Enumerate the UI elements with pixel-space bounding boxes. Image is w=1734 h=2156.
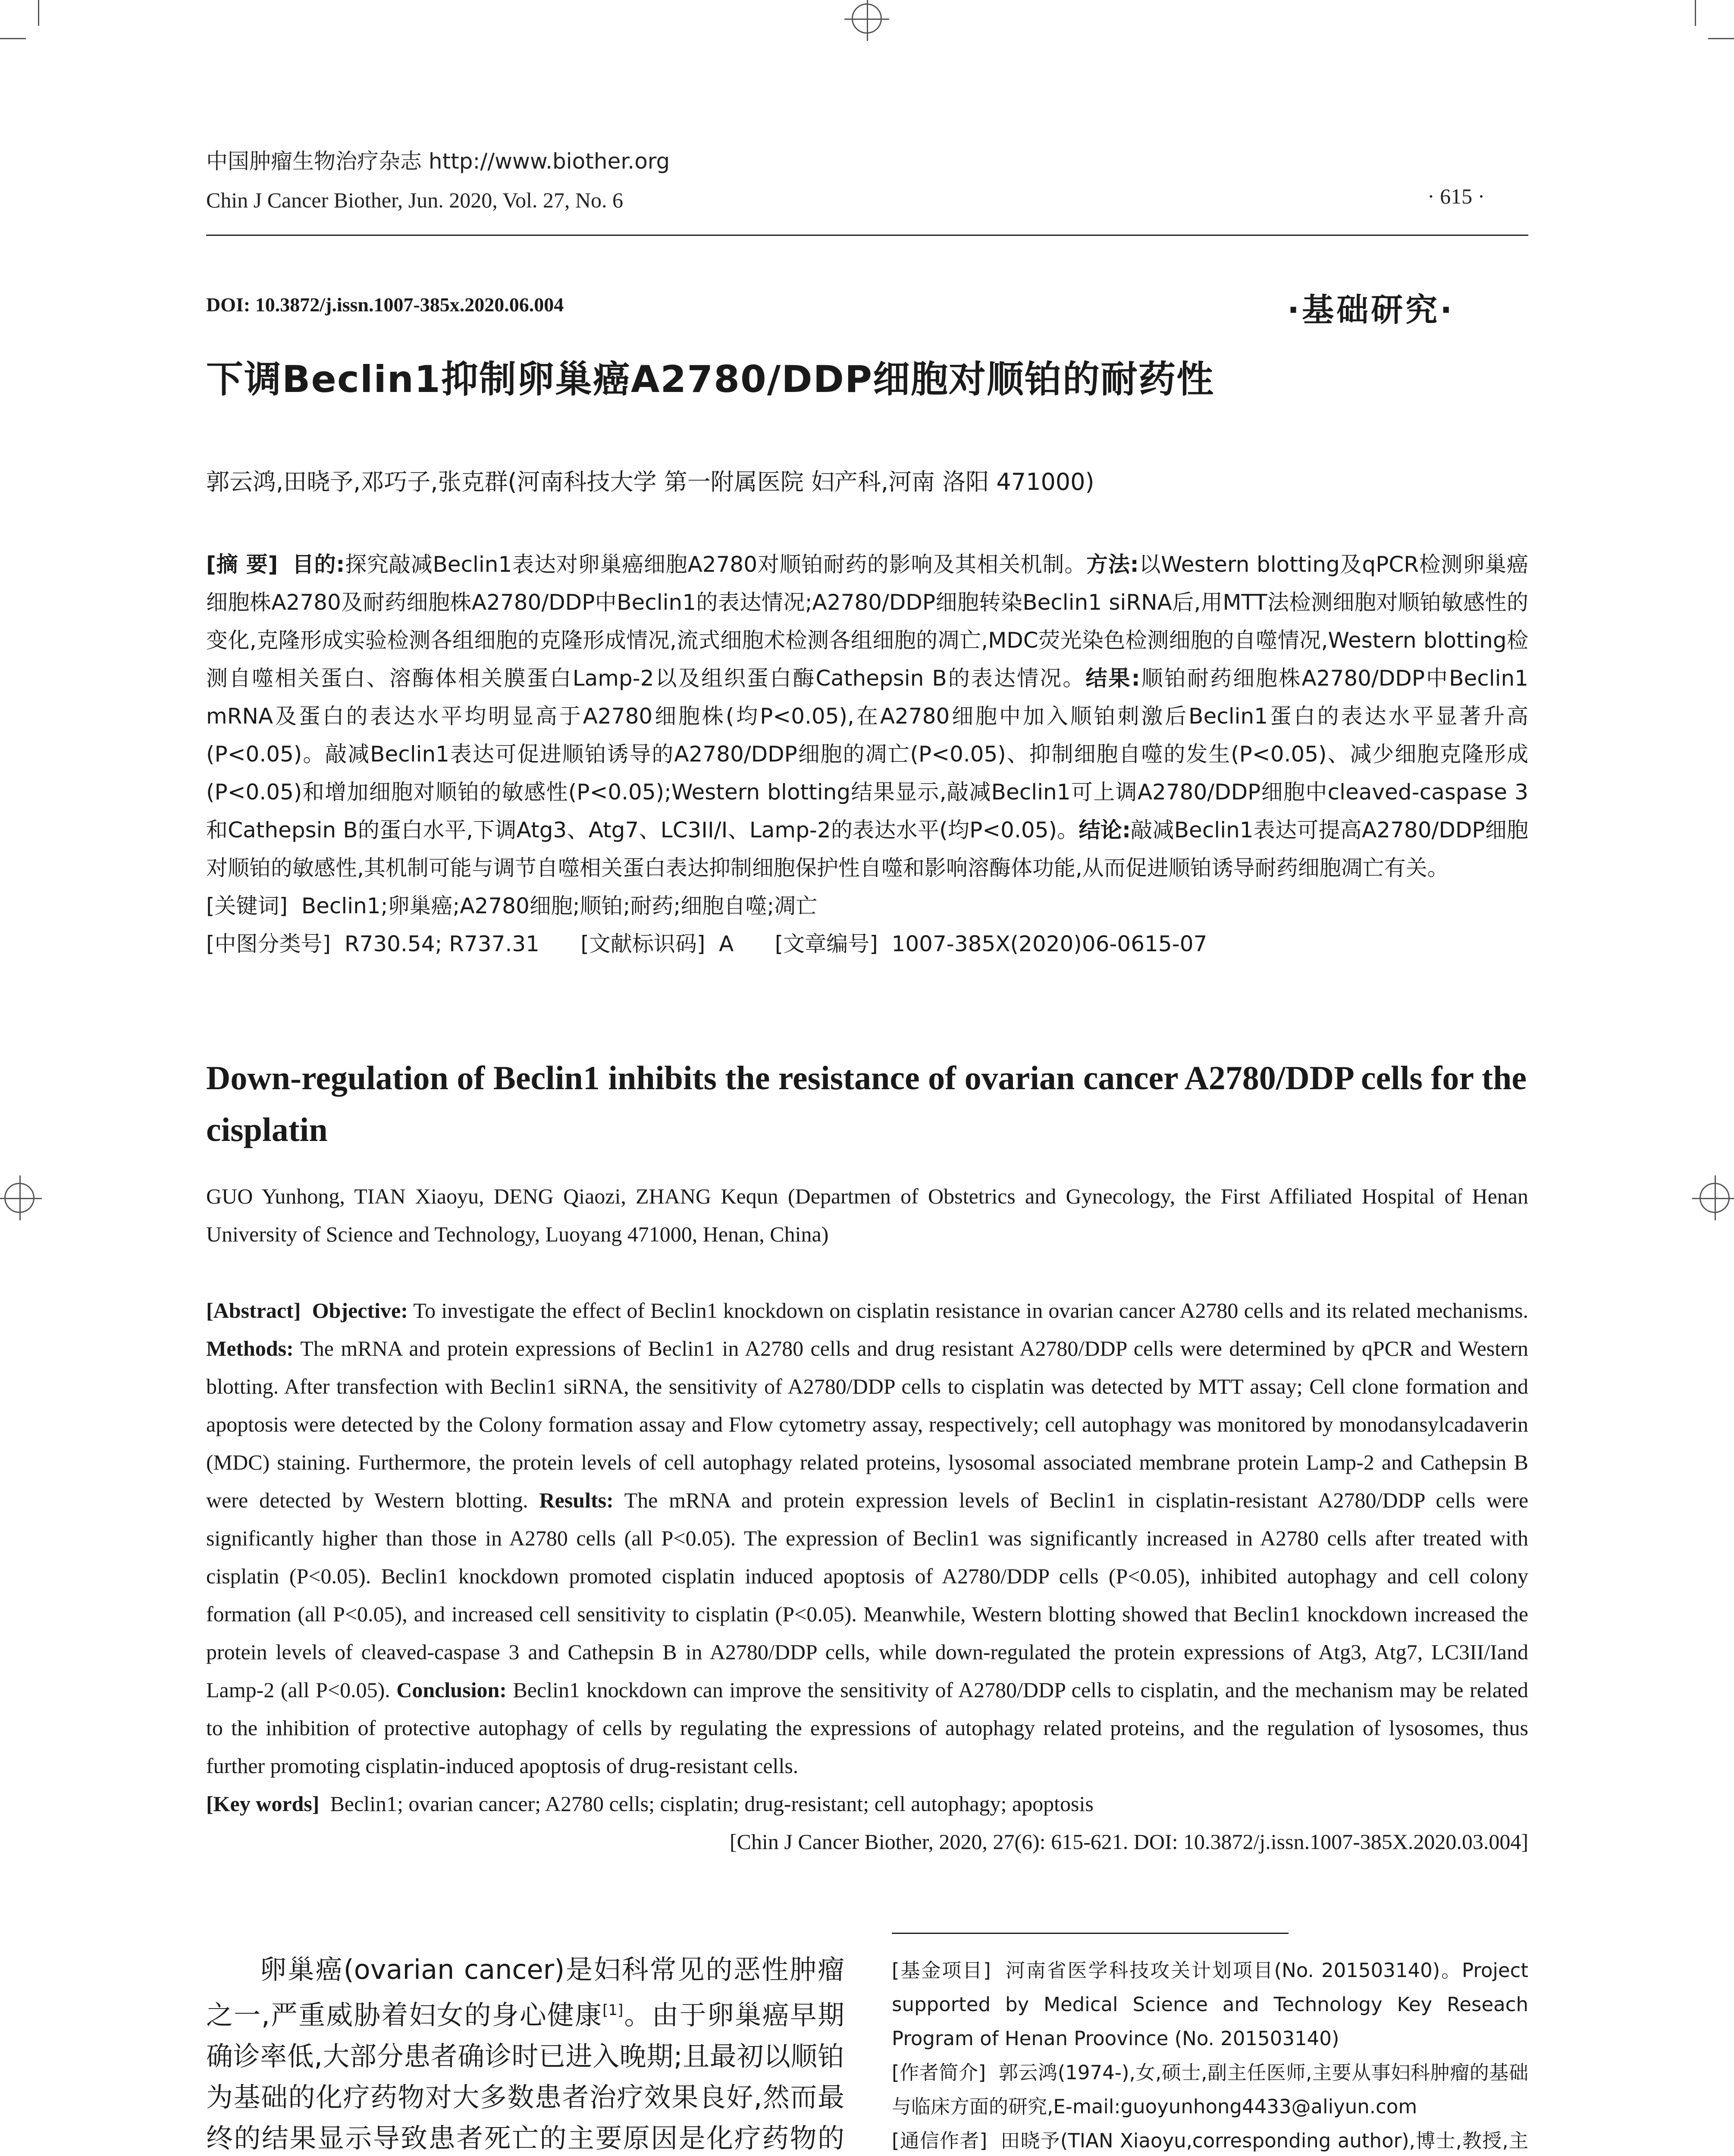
author-bio-text: 郭云鸿(1974-),女,硕士,副主任医师,主要从事妇科肿瘤的基础与临床方面的研究,E-mail:guoyunhong4433@aliyun.com bbox=[892, 2061, 1528, 2118]
footnotes bbox=[892, 1953, 1528, 2156]
abstract-cn bbox=[206, 545, 1528, 963]
conclusion-en-label: Conclusion: bbox=[396, 1678, 507, 1702]
corresponding-label: [通信作者] bbox=[892, 2129, 988, 2152]
clc-label: [中图分类号] bbox=[206, 931, 331, 956]
clc-value: R730.54; R737.31 bbox=[344, 931, 539, 956]
objective-text: 探究敲减Beclin1表达对卵巢癌细胞A2780对顺铂耐药的影响及其相关机制。 bbox=[345, 552, 1087, 577]
header-rule bbox=[206, 235, 1528, 236]
results-label: 结果: bbox=[1085, 666, 1140, 691]
objective-en-text: To investigate the effect of Beclin1 knockdown on cisplatin resistance in ovarian cancer A2780 cells and its related mechanisms. bbox=[413, 1298, 1528, 1322]
fund-label: [基金项目] bbox=[892, 1959, 991, 1982]
crop-mark bbox=[38, 0, 39, 26]
citation-ref: [1] bbox=[602, 2002, 624, 2019]
corresponding-text: 田晓予(TIAN Xiaoyu,corresponding author),博士,教授,主 bbox=[1000, 2129, 1528, 2152]
results-en-label: Results: bbox=[539, 1488, 614, 1512]
section-tag: ·基础研究· bbox=[1287, 291, 1455, 329]
registration-mark bbox=[852, 3, 882, 34]
article-no-value: 1007-385X(2020)06-0615-07 bbox=[891, 931, 1207, 956]
author-bio-label: [作者简介] bbox=[892, 2061, 986, 2084]
fund-text: 河南省医学科技攻关计划项目(No. 201503140)。Project supported by Medical Science and Technology Key Reseach Program of Henan Proovince (No. 201503140) bbox=[892, 1959, 1529, 2050]
authors-en: GUO Yunhong, TIAN Xiaoyu, DENG Qiaozi, ZHANG Kequn (Departmen of Obstetrics and Gynecology, the First Affiliated Hospital of Henan University of Science and Technology, Luoyang 471000, Henan, China) bbox=[206, 1184, 1528, 1246]
body-text-1: 卵巢癌(ovarian cancer)是妇科常见的恶性肿瘤之一,严重威胁着妇女的身心健康 bbox=[206, 1954, 844, 2031]
journal-name-cn: 中国肿瘤生物治疗杂志 http://www.biother.org bbox=[206, 149, 670, 174]
keywords-cn bbox=[206, 887, 1528, 925]
methods-en-label: Methods: bbox=[206, 1336, 294, 1360]
footnote-fund bbox=[892, 1953, 1528, 2056]
body-paragraph bbox=[206, 1949, 844, 2156]
footnote-author bbox=[892, 2056, 1528, 2124]
footnote-corresponding bbox=[892, 2124, 1528, 2156]
conclusion-label: 结论: bbox=[1079, 818, 1131, 843]
doi: DOI: 10.3872/j.issn.1007-385x.2020.06.004 bbox=[206, 294, 564, 316]
methods-en-text: The mRNA and protein expressions of Beclin1 in A2780 cells and drug resistant A2780/DDP cells were determined by qPCR and Western blotting. After transfection with Beclin1 siRNA, the sensitivity of A2780/DDP cells to cisplatin was detected by MTT assay; Cell clone formation and apoptosis were detected by the Colony formation assay and Flow cytometry assay, respectively; cell autophagy was monitored by monodansylcadaverin (MDC) staining. Furthermore, the protein levels of cell autophagy related proteins, lysosomal associated membrane protein Lamp-2 and Cathepsin B were detected by Western blotting. bbox=[206, 1336, 1528, 1512]
methods-label: 方法: bbox=[1086, 552, 1139, 577]
methods-text: 以Western blotting及qPCR检测卵巢癌细胞株A2780及耐药细胞株A2780/DDP中Beclin1的表达情况;A2780/DDP细胞转染Beclin1 siRNA后,用MTT法检测细胞对顺铂敏感性的变化,克隆形成实验检测各组细胞的克隆形成情况,流式细胞术检测各组细胞的凋亡,MDC荧光染色检测细胞的自噬情况,Western blotting检测自噬相关蛋白、溶酶体相关膜蛋白Lamp-2以及组织蛋白酶Cathepsin B的表达情况。 bbox=[206, 552, 1528, 691]
keywords-en bbox=[206, 1785, 1528, 1823]
title-en: Down-regulation of Beclin1 inhibits the resistance of ovarian cancer A2780/DDP cells for the cisplatin bbox=[206, 1059, 1527, 1148]
registration-mark bbox=[1700, 1183, 1730, 1213]
abstract-cn-label: [摘 要] bbox=[206, 552, 278, 577]
registration-mark bbox=[4, 1183, 34, 1213]
objective-label: 目的: bbox=[292, 552, 345, 577]
keywords-cn-text: Beclin1;卵巢癌;A2780细胞;顺铂;耐药;细胞自噬;凋亡 bbox=[301, 893, 818, 918]
doc-code-value: A bbox=[719, 931, 734, 956]
results-text: 顺铂耐药细胞株A2780/DDP中Beclin1 mRNA及蛋白的表达水平均明显高于A2780细胞株(均P<0.05),在A2780细胞中加入顺铂刺激后Beclin1蛋白的表达水平显著升高(P<0.05)。敲减Beclin1表达可促进顺铂诱导的A2780/DDP细胞的凋亡(P<0.05)、抑制细胞自噬的发生(P<0.05)、减少细胞克隆形成(P<0.05)和增加细胞对顺铂的敏感性(P<0.05);Western blotting结果显示,敲减Beclin1可上调A2780/DDP细胞中cleaved-caspase 3和Cathepsin B的蛋白水平,下调Atg3、Atg7、LC3II/I、Lamp-2的表达水平(均P<0.05)。 bbox=[206, 666, 1529, 843]
page-number: · 615 · bbox=[1427, 184, 1485, 208]
footnote-rule bbox=[892, 1933, 1289, 1934]
article-no-label: [文章编号] bbox=[774, 931, 878, 956]
journal-name-en: Chin J Cancer Biother, Jun. 2020, Vol. 27, No. 6 bbox=[206, 188, 623, 212]
title-cn: 下调Beclin1抑制卵巢癌A2780/DDP细胞对顺铂的耐药性 bbox=[206, 358, 1215, 401]
crop-mark bbox=[0, 38, 26, 39]
objective-en-label: Objective: bbox=[312, 1298, 408, 1322]
conclusion-text: 敲减Beclin1表达可提高A2780/DDP细胞对顺铂的敏感性,其机制可能与调节自噬相关蛋白表达抑制细胞保护性自噬和影响溶酶体功能,从而促进顺铂诱导耐药细胞凋亡有关。 bbox=[206, 818, 1529, 881]
doc-code-label: [文献标识码] bbox=[580, 931, 706, 956]
crop-mark bbox=[1708, 38, 1734, 39]
body-text-2: 。由于卵巢癌早期确诊率低,大部分患者确诊时已进入晚期;且最初以顺铂为基础的化疗药物对大多数患者治疗效果良好,然而最终的结果显示导致患者死亡的主要原因是化疗药物的 bbox=[206, 1999, 844, 2154]
keywords-en-label: [Key words] bbox=[206, 1792, 320, 1816]
classification-line bbox=[206, 925, 1528, 963]
conclusion-en-text: Beclin1 knockdown can improve the sensitivity of A2780/DDP cells to cisplatin, and the mechanism may be related to the inhibition of protective autophagy of cells by regulating the expressions of autophagy related proteins, and the regulation of lysosomes, thus further promoting cisplatin-induced apoptosis of drug-resistant cells. bbox=[206, 1678, 1528, 1778]
results-en-text: The mRNA and protein expression levels of Beclin1 in cisplatin-resistant A2780/DDP cells were significantly higher than those in A2780 cells (all P<0.05). The expression of Beclin1 was significantly increased in A2780 cells after treated with cisplatin (P<0.05). Beclin1 knockdown promoted cisplatin induced apoptosis of A2780/DDP cells (P<0.05), inhibited autophagy and cell colony formation (all P<0.05), and increased cell sensitivity to cisplatin (P<0.05). Meanwhile, Western blotting showed that Beclin1 knockdown increased the protein levels of cleaved-caspase 3 and Cathepsin B in A2780/DDP cells, while down-regulated the protein expressions of Atg3, Atg7, LC3II/Iand Lamp-2 (all P<0.05). bbox=[206, 1488, 1529, 1702]
abstract-en bbox=[206, 1291, 1528, 1861]
citation: [Chin J Cancer Biother, 2020, 27(6): 615-621. DOI: 10.3872/j.issn.1007-385X.2020.03.004] bbox=[729, 1830, 1528, 1854]
keywords-cn-label: [关键词] bbox=[206, 893, 288, 918]
crop-mark bbox=[1695, 0, 1696, 26]
abstract-en-label: [Abstract] bbox=[206, 1298, 301, 1322]
keywords-en-text: Beclin1; ovarian cancer; A2780 cells; cisplatin; drug-resistant; cell autophagy; apoptosis bbox=[330, 1792, 1094, 1816]
authors-cn: 郭云鸿,田晓予,邓巧子,张克群(河南科技大学 第一附属医院 妇产科,河南 洛阳 471000) bbox=[206, 468, 1094, 495]
